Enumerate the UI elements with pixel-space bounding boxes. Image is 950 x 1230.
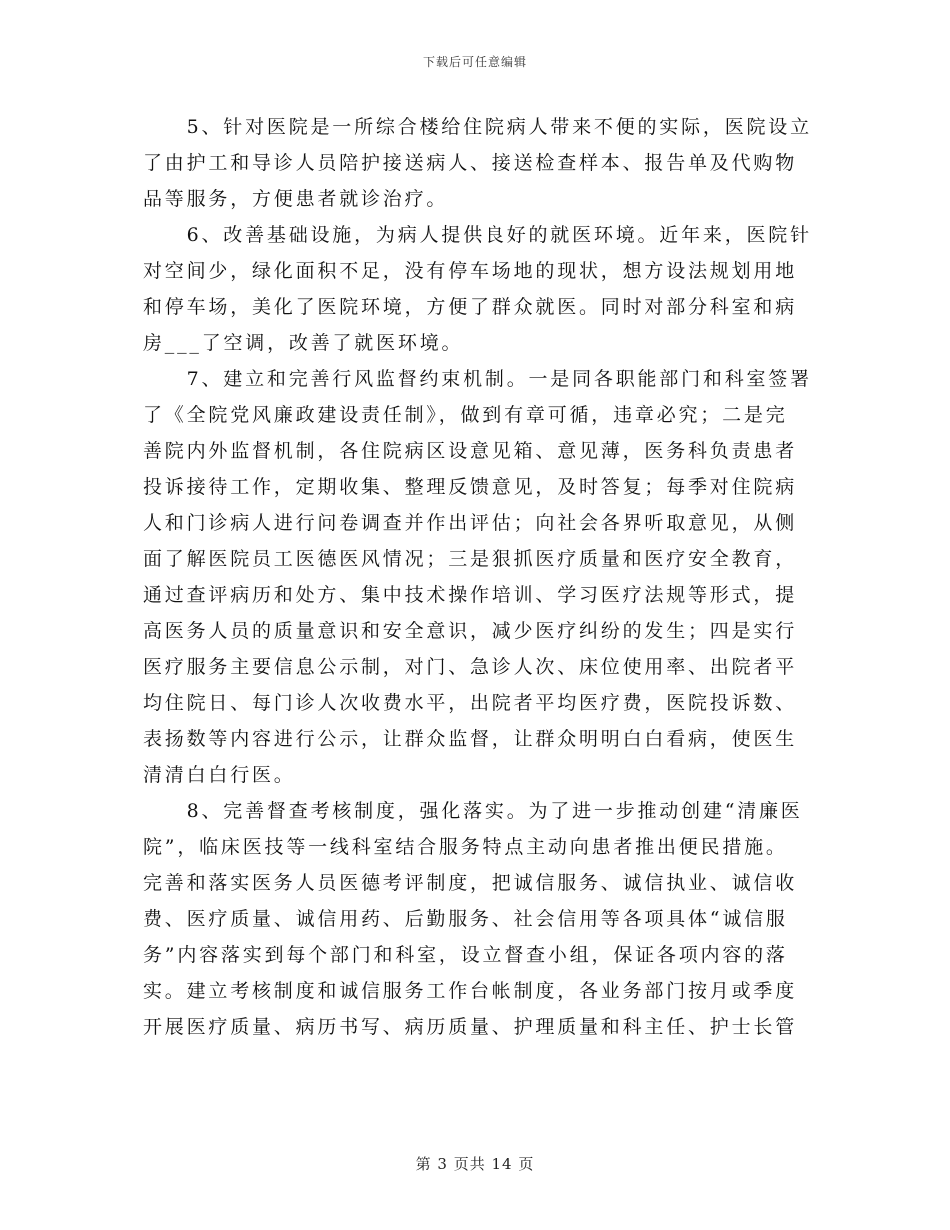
text-line: 开展医疗质量、病历书写、病历质量、护理质量和科主任、护士长管 bbox=[143, 1016, 798, 1038]
text-line: 善院内外监督机制，各住院病区设意见箱、意见薄，医务科负责患者 bbox=[143, 440, 798, 462]
page-number-footer: 第 3 页共 14 页 bbox=[415, 1155, 535, 1173]
page-header: 下载后可任意编辑 bbox=[422, 55, 527, 69]
text-line: 费、医疗质量、诚信用药、后勤服务、社会信用等各项具体“诚信服 bbox=[143, 908, 788, 930]
text-line: 和停车场，美化了医院环境，方便了群众就医。同时对部分科室和病 bbox=[143, 296, 798, 318]
text-line: 务”内容落实到每个部门和科室，设立督查小组，保证各项内容的落 bbox=[143, 944, 788, 966]
text-line: 投诉接待工作，定期收集、整理反馈意见，及时答复；每季对住院病 bbox=[143, 476, 798, 498]
text-line: 院”，临床医技等一线科室结合服务特点主动向患者推出便民措施。 bbox=[143, 836, 788, 858]
text-line: 实。建立考核制度和诚信服务工作台帐制度，各业务部门按月或季度 bbox=[143, 980, 798, 1002]
text-line: 8、完善督查考核制度，强化落实。为了进一步推动创建“清廉医 bbox=[143, 800, 803, 822]
text-line: 7、建立和完善行风监督约束机制。一是同各职能部门和科室签署 bbox=[143, 368, 812, 390]
text-line: 5、针对医院是一所综合楼给住院病人带来不便的实际，医院设立 bbox=[143, 116, 812, 138]
text-line: 面了解医院员工医德医风情况；三是狠抓医疗质量和医疗安全教育， bbox=[143, 548, 798, 570]
text-line: 了由护工和导诊人员陪护接送病人、接送检查样本、报告单及代购物 bbox=[143, 152, 798, 174]
text-line: 通过查评病历和处方、集中技术操作培训、学习医疗法规等形式，提 bbox=[143, 584, 798, 606]
text-line: 了《全院党风廉政建设责任制》，做到有章可循，违章必究；二是完 bbox=[143, 404, 788, 426]
text-line: 完善和落实医务人员医德考评制度，把诚信服务、诚信执业、诚信收 bbox=[143, 872, 798, 894]
text-line: 人和门诊病人进行问卷调查并作出评估；向社会各界听取意见，从侧 bbox=[143, 512, 798, 534]
text-line: 表扬数等内容进行公示，让群众监督，让群众明明白白看病，使医生 bbox=[143, 728, 798, 750]
text-line: 医疗服务主要信息公示制，对门、急诊人次、床位使用率、出院者平 bbox=[143, 656, 798, 678]
text-line: 品等服务，方便患者就诊治疗。 bbox=[143, 188, 449, 210]
text-line: 清清白白行医。 bbox=[143, 764, 296, 786]
text-line: 房___了空调，改善了就医环境。 bbox=[143, 332, 464, 354]
text-line: 6、改善基础设施，为病人提供良好的就医环境。近年来，医院针 bbox=[143, 224, 812, 246]
text-line: 均住院日、每门诊人次收费水平，出院者平均医疗费，医院投诉数、 bbox=[143, 692, 798, 714]
text-line: 对空间少，绿化面积不足，没有停车场地的现状，想方设法规划用地 bbox=[143, 260, 798, 282]
document-body bbox=[143, 114, 812, 1050]
text-line: 高医务人员的质量意识和安全意识，减少医疗纠纷的发生；四是实行 bbox=[143, 620, 798, 642]
